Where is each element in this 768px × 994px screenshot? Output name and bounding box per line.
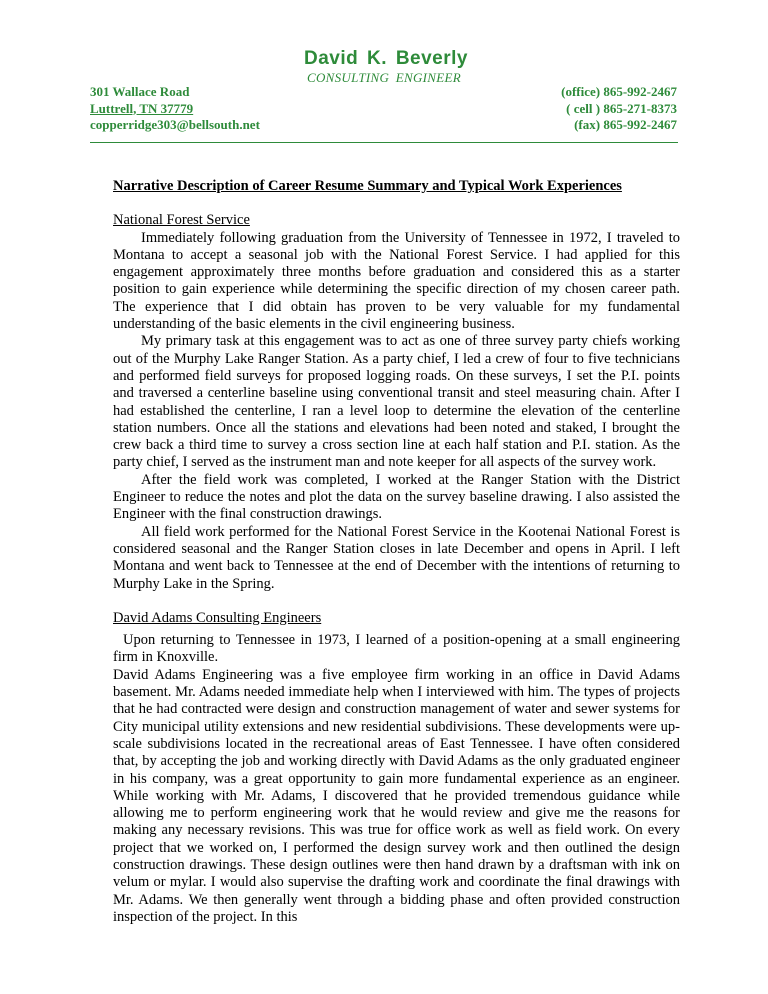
cell-phone: ( cell ) 865-271-8373 (566, 100, 677, 116)
section-heading-david-adams: David Adams Consulting Engineers (113, 609, 322, 626)
header-name: David K. Beverly (304, 48, 468, 69)
section-heading-forest-service: National Forest Service (113, 212, 250, 229)
document-title: Narrative Description of Career Resume Summary and Typical Work Experiences (113, 178, 622, 194)
document-body (113, 178, 680, 926)
paragraph: Upon returning to Tennessee in 1973, I learned of a position-opening at a small engineering firm in Knoxville. (113, 632, 680, 666)
contact-address-block (90, 84, 260, 134)
address-city: Luttrell, TN 37779 (90, 100, 194, 116)
paragraph: David Adams Engineering was a five employee firm working in an office in David Adams basement. Mr. Adams needed immediate help when I interviewed with him. The types of projects that he had contracted were design and construction management of water and sewer systems for City municipal utility extensions and new residential subdivisions. These developments were up-scale subdivisions located in the recreational areas of East Tennessee. I have often considered that, by accepting the job and working directly with David Adams as the only graduated engineer in his company, was a great opportunity to gain more fundamental experience as an engineer. While working with Mr. Adams, I discovered that he provided tremendous guidance while allowing me to perform engineering work that he would review and give me the reasons for making any necessary revisions. This was true for office work as well as field work. On every project that we worked on, I performed the design survey work and then outlined the design construction drawings. These design outlines were then hand drawn by a draftsman with ink on velum or mylar. I would also supervise the drafting work and coordinate the final drawings with Mr. Adams. We then generally went through a bidding phase and often provided construction inspection of the project. In this (113, 666, 680, 925)
header-divider (90, 142, 678, 143)
email-address: copperridge303@bellsouth.net (90, 117, 260, 132)
paragraph: My primary task at this engagement was to act as one of three survey party chiefs working out of the Murphy Lake Ranger Station. As a party chief, I led a crew of four to five technicians and performed field surveys for proposed logging roads. On these surveys, I set the P.I. points and traversed a centerline baseline using conventional transit and steel measuring chain. After I had established the centerline, I ran a level loop to determine the elevation of the centerline station numbers. Once all the stations and elevations had been noted and staked, I brought the crew back a third time to survey a cross section line at each half station and P.I. station. As the party chief, I served as the instrument man and note keeper for all aspects of the survey work. (113, 333, 680, 471)
contact-phone-block (561, 84, 677, 134)
section-gap (113, 593, 680, 610)
fax-number: (fax) 865-992-2467 (574, 117, 677, 132)
office-phone: (office) 865-992-2467 (561, 84, 677, 99)
address-street: 301 Wallace Road (90, 84, 190, 99)
header-subtitle: CONSULTING ENGINEER (307, 70, 461, 85)
paragraph: After the field work was completed, I worked at the Ranger Station with the District Engineer to reduce the notes and plot the data on the survey baseline drawing. I also assisted the Engineer with the final construction drawings. (113, 471, 680, 523)
paragraph: Immediately following graduation from the University of Tennessee in 1972, I traveled to Montana to accept a seasonal job with the National Forest Service. I had applied for this engagement approximately three months before graduation and considered this as a starter position to gain experience while determining the specific direction of my chosen career path. The experience that I did obtain has proven to be very valuable for my fundamental understanding of the basic elements in the civil engineering business. (113, 229, 680, 333)
paragraph: All field work performed for the National Forest Service in the Kootenai National Forest is considered seasonal and the Ranger Station closes in late December and opens in April. I left Montana and went back to Tennessee at the end of December with the intentions of returning to Murphy Lake in the Spring. (113, 523, 680, 592)
